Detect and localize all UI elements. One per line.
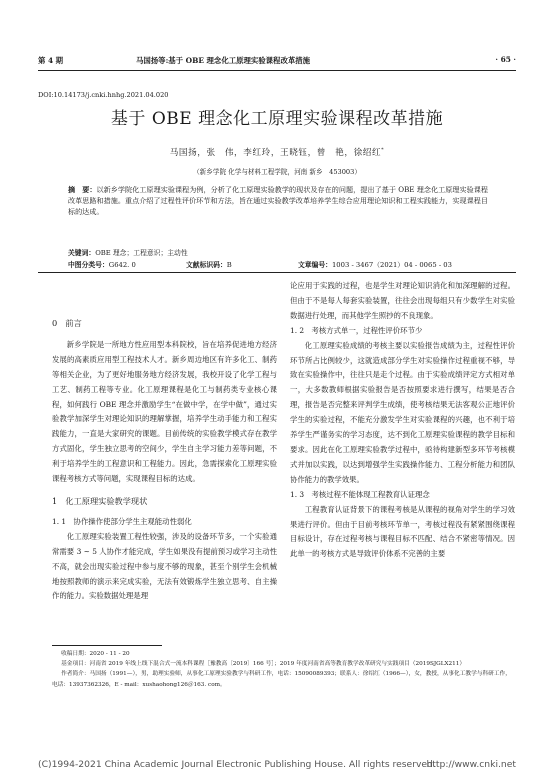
fund-info: 基金项目：河南省 2019 年线上线下混合式一流本科课程［豫教高〔2019〕166 号］；2019 年度河南省高等教育教学改革研究与实践项目（2019SJGLX211） bbox=[61, 661, 466, 668]
section-1-1-heading: 1. 1 协作操作使部分学生主观能动性弱化 bbox=[52, 516, 192, 526]
abstract-label: 摘 要： bbox=[68, 185, 97, 194]
clc-number: G642. 0 bbox=[108, 261, 136, 269]
continued-paragraph: 论应用于实践的过程，也是学生对理论知识消化和加深理解的过程。但由于不是每人每套实验装置，往往会出现每组只有少数学生对实验数据进行处理，而其他学生照抄的不良现象。 bbox=[290, 281, 515, 320]
doc-code-label: 文献标识码： bbox=[186, 261, 227, 269]
keywords-label: 关键词： bbox=[68, 249, 96, 257]
paper-title: 基于 OBE 理念化工原理实验课程改革措施 bbox=[110, 109, 444, 129]
section-1-3-paragraph: 工程教育认证背景下的课程考核是从课程的视角对学生的学习效果进行评价。但由于目前考核环节单一，考核过程没有紧紧围绕课程目标设计，存在过程考核与课程目标不匹配、结合不紧密等情况。因此单一的考核方式是导致评价体系不完善的主要 bbox=[290, 504, 515, 559]
issue-number: 第 4 期 bbox=[38, 56, 64, 65]
section-1-heading: 1 化工原理实验教学现状 bbox=[52, 495, 148, 506]
doi: DOI:10.14173/j.cnki.hnhg.2021.04.020 bbox=[38, 91, 169, 99]
section-0-heading: 0 前言 bbox=[52, 318, 82, 328]
right-column bbox=[290, 279, 515, 562]
footnotes bbox=[52, 649, 512, 690]
section-0-paragraph: 新乡学院是一所地方性应用型本科院校，旨在培养促进地方经济发展的高素质应用型工程技术人才。新乡周边地区有许多化工、制药等相关企业，为了更好地服务地方经济发展，我校开设了化学工程与工艺、制药工程等专业。化工原理课程是化工与制药类专业核心课程，如何践行 OBE 理念并激励学生“在做中学，在学中做”，通过实验教学加深学生对理论知识的理解掌握，培养学生动手能力和工程实践能力，一直是大家研究的课题。目前传统的实验教学模式存在教学方式固化，学生独立思考的空间少，学生自主学习能力差等问题，不利于培养学生的工程意识和工程能力。因此，急需探索化工原理实验课程考核方式等问题，实现课程目标的达成。 bbox=[52, 339, 277, 484]
doc-code: B bbox=[226, 261, 232, 269]
abstract-text: 以新乡学院化工原理实验课程为例，分析了化工原理实验教学的现状及存在的问题，提出了基于 OBE 理念化工原理实验课程改革思路和措施。重点介绍了过程性评价环节和方法，旨在通过实验教学改革培养学生综合应用理论知识和工程实践能力，实现课程目标的达成。 bbox=[68, 185, 489, 217]
article-number-label: 文章编号： bbox=[298, 261, 332, 269]
abstract-rule bbox=[38, 272, 516, 273]
keywords-and-classification bbox=[68, 247, 488, 271]
running-title: 马国扬等:基于 OBE 理念化工原理实验课程改革措施 bbox=[136, 56, 311, 65]
received-date: 收稿日期：2020 - 11 - 20 bbox=[61, 651, 130, 657]
abstract bbox=[68, 184, 488, 217]
author-list: 马国扬，张 伟，李红玲，王晓钰，曾 艳，徐绍红* bbox=[169, 147, 385, 158]
footnote-rule bbox=[52, 645, 162, 646]
section-1-2-paragraph: 化工原理实验成绩的考核主要以实验报告成绩为主，过程性评价环节所占比例较少，这就造成部分学生对实验操作过程重视不够，导致在实验操作中，往往只是走个过程。由于实验成绩评定方式相对单一，大多数教师根据实验报告是否按照要求进行撰写，结果是否合理，报告是否完整来评判学生成绩，使考核结果无法客观公正地评价学生的实验过程，不能充分激发学生对实验课程的兴趣，也不利于培养学生严谨务实的学习态度，达不到化工原理实验课程的教学目标和要求。因此在化工原理实验教学过程中，亟待构建新型多环节考核模式并加以实践，以达到增强学生实践操作能力、工程分析能力和团队协作能力的教学效果。 bbox=[290, 340, 515, 484]
article-number: 1003 - 3467（2021）04 - 0065 - 03 bbox=[331, 261, 452, 269]
left-column bbox=[52, 279, 277, 604]
copyright-text: (C)1994-2021 China Academic Journal Electronic Publishing House. All rights reserved. bbox=[38, 759, 436, 770]
header-rule bbox=[38, 70, 516, 71]
page-number: · 65 · bbox=[495, 55, 516, 64]
classification-row bbox=[68, 259, 488, 271]
section-1-1-paragraph: 化工原理实验装置工程性较强，涉及的设备环节多，一个实验通常需要 3 ~ 5 人协作才能完成，学生如果没有提前预习或学习主动性不高，就会出现实验过程中参与度不够的现象，甚至个别学生会机械地按照教师的演示来完成实验，无法有效锻炼学生独立思考、自主操作的能力。实验数据处理是理 bbox=[52, 531, 277, 601]
clc-label: 中图分类号： bbox=[68, 261, 109, 269]
keywords-text: OBE 理念；工程意识；主动性 bbox=[95, 249, 188, 257]
author-bio: 作者简介：马国扬（1991—），男，助理实验师，从事化工原理实验教学与科研工作，电话：15090089393；联系人：徐绍红（1966—），女，教授，从事化工教学与科研工作，电话：13937362326，E - mail：xushaohong126＠163. com。 bbox=[52, 671, 511, 688]
running-header bbox=[38, 55, 516, 69]
cnki-link[interactable]: http://www.cnki.net bbox=[426, 759, 516, 770]
section-1-3-heading: 1. 3 考核过程不能体现工程教育认证理念 bbox=[290, 489, 430, 499]
keywords-row bbox=[68, 247, 488, 259]
section-1-2-heading: 1. 2 考核方式单一，过程性评价环节少 bbox=[290, 325, 423, 335]
affiliation: （新乡学院 化学与材料工程学院，河南 新乡 453003） bbox=[193, 168, 361, 176]
